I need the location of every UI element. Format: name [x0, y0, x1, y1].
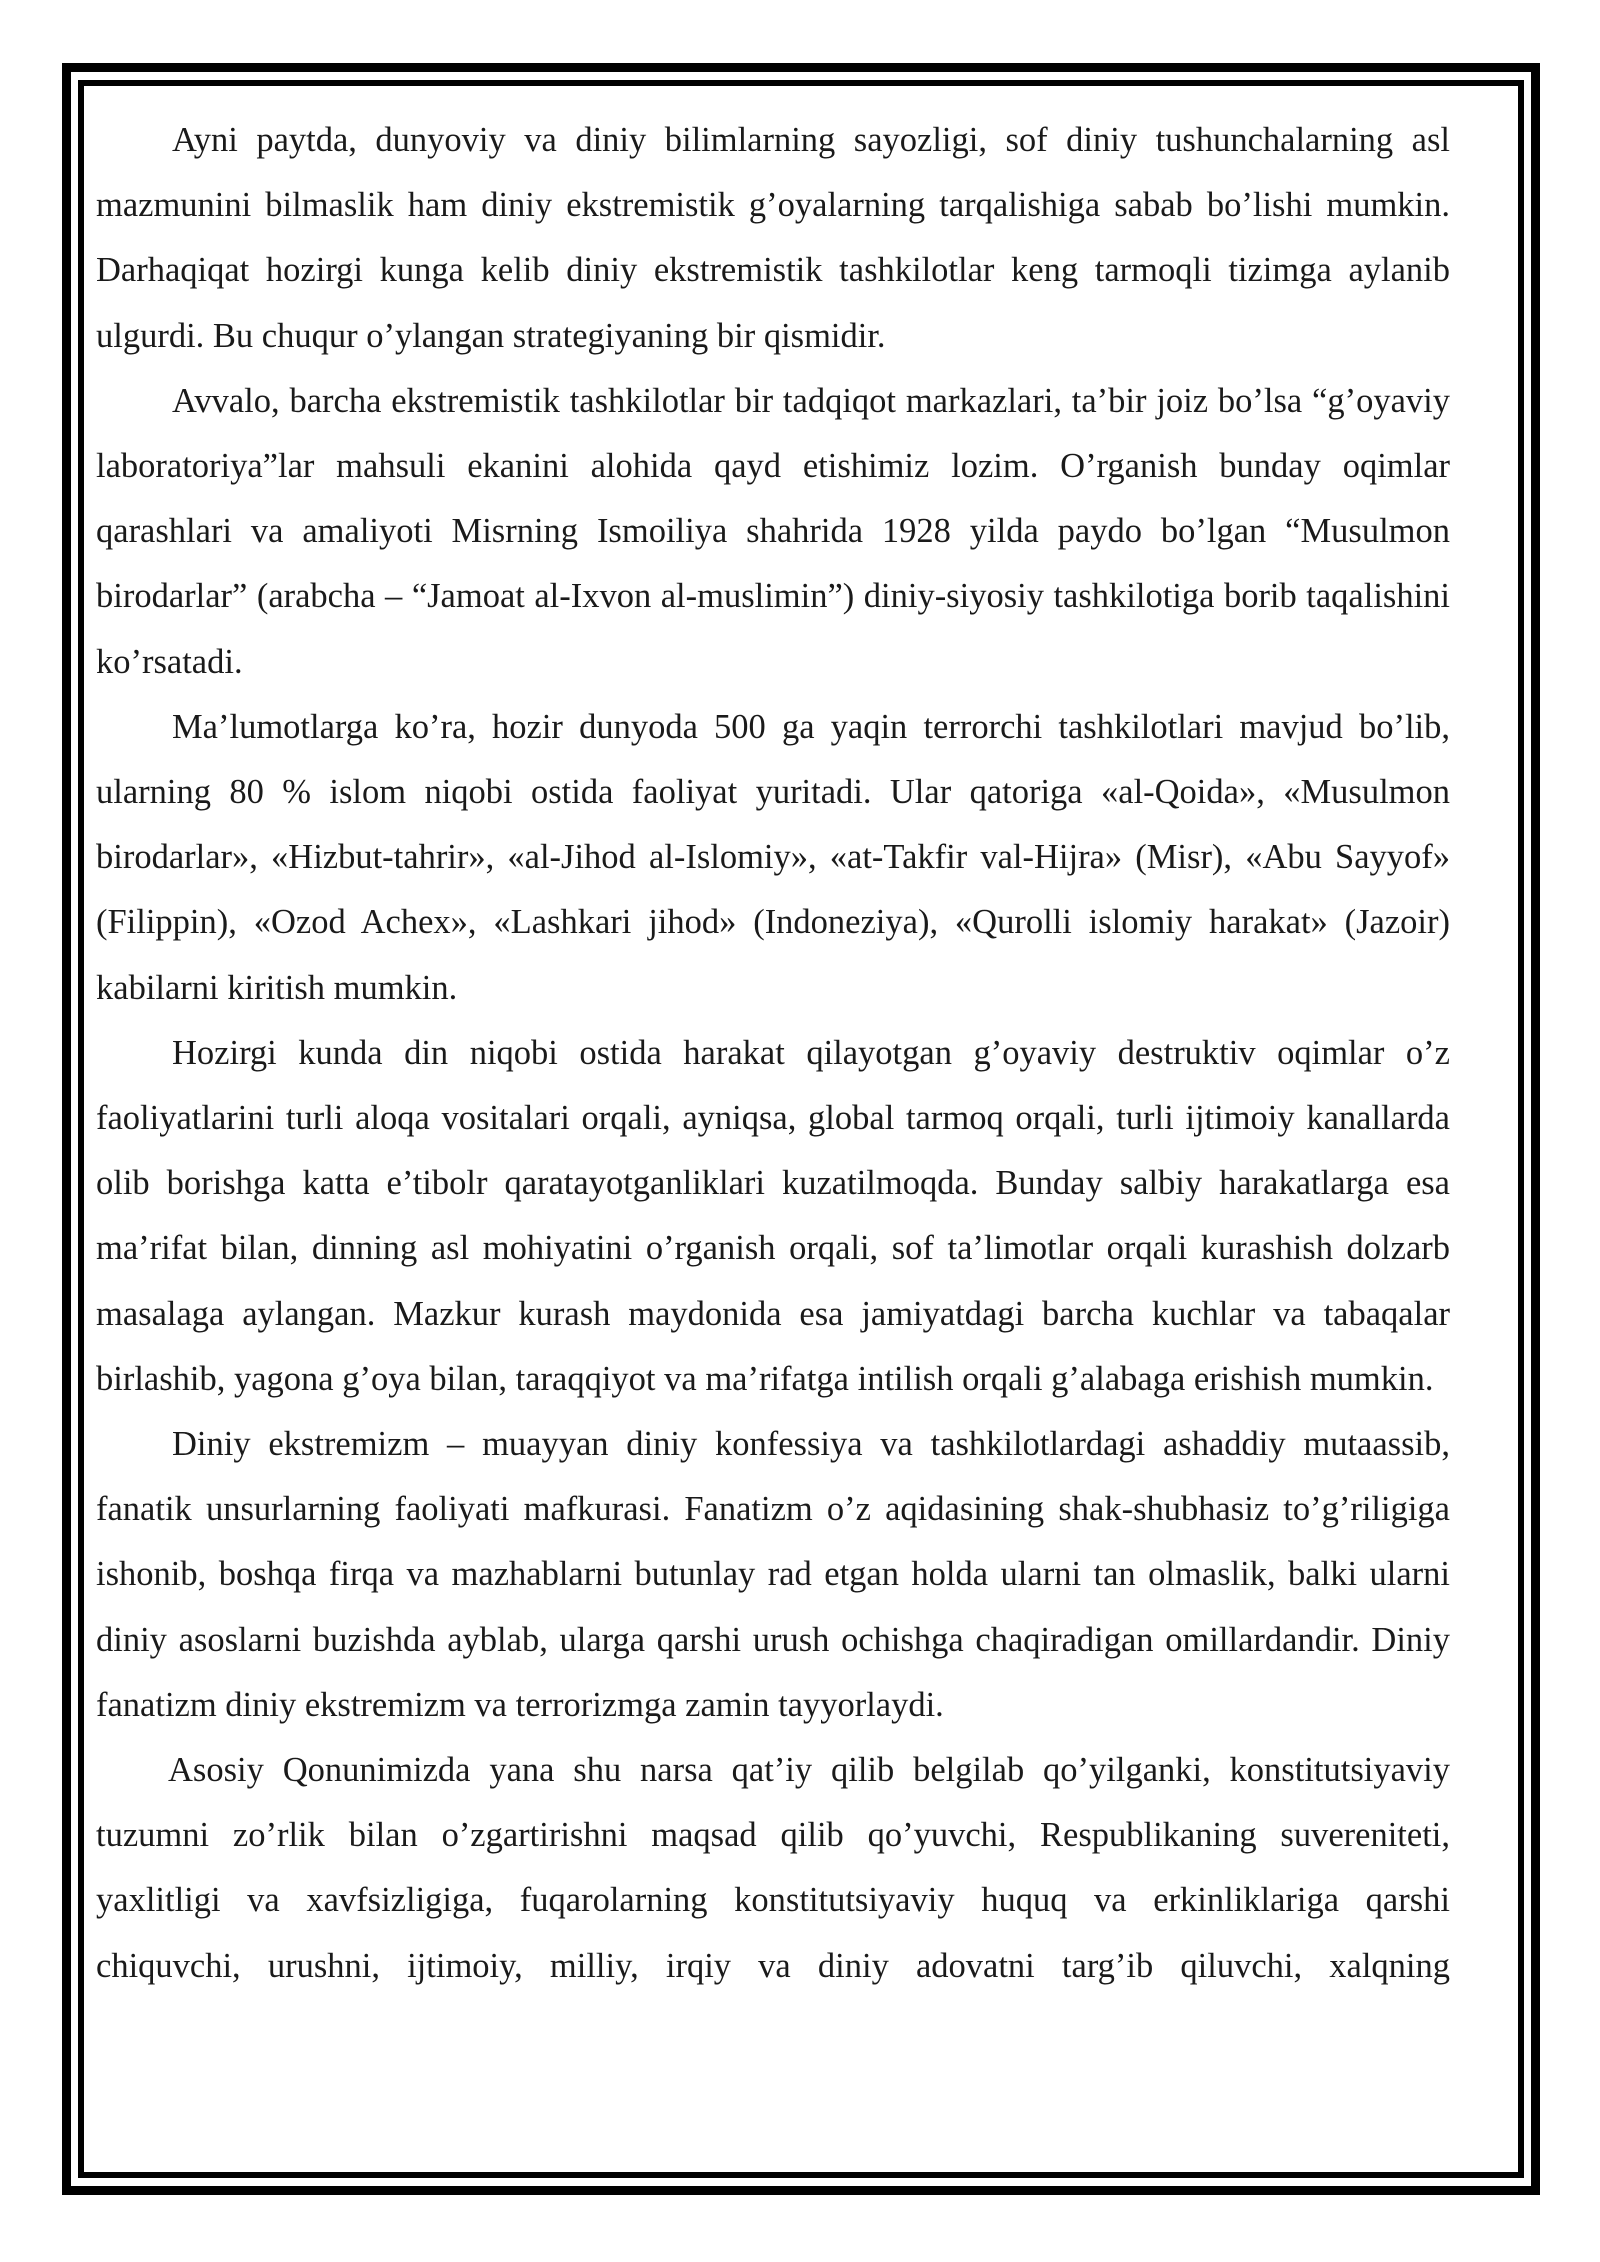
paragraph-5: Diniy ekstremizm – muayyan diniy konfessiya va tashkilotlardagi ashaddiy mutaassib, fanatik unsurlarning faoliyati mafkurasi. Fanatizm o’z aqidasining shak-shubhasiz to’g’riligiga ishonib, boshqa firqa va mazhablarni butunlay rad etgan holda ularni tan olmaslik, balki ularni diniy asoslarni buzishda ayblab, ularga qarshi urush ochishga chaqiradigan omillardandir. Diniy fanatizm diniy ekstremizm va terrorizmga zamin tayyorlaydi. [96, 1425, 1450, 1724]
paragraph-6: Asosiy Qonunimizda yana shu narsa qat’iy qilib belgilab qo’yilganki, konstitutsiyaviy tuzumni zo’rlik bilan o’zgartirishni maqsad qilib qo’yuvchi, Respublikaning suvereniteti, yaxlitligi va xavfsizligiga, fuqarolarning konstitutsiyaviy huquq va erkinliklariga qarshi chiquvchi, urushni, ijtimoiy, milliy, irqiy va diniy adovatni targ’ib qiluvchi, xalqning [96, 1751, 1450, 1985]
paragraph-2: Avvalo, barcha ekstremistik tashkilotlar bir tadqiqot markazlari, ta’bir joiz bo’lsa “g’oyaviy laboratoriya”lar mahsuli ekanini alohida qayd etishimiz lozim. O’rganish bunday oqimlar qarashlari va amaliyoti Misrning Ismoiliya shahrida 1928 yilda paydo bo’lgan “Musulmon birodarlar” (arabcha – “Jamoat al-Ixvon al-muslimin”) diniy-siyosiy tashkilotiga borib taqalishini ko’rsatadi. [96, 381, 1450, 681]
paragraph-1: Ayni paytda, dunyoviy va diniy bilimlarning sayozligi, sof diniy tushunchalarning asl mazmunini bilmaslik ham diniy ekstremistik g’oyalarning tarqalishiga sabab bo’lishi mumkin. Darhaqiqat hozirgi kunga kelib diniy ekstremistik tashkilotlar keng tarmoqli tizimga aylanib ulgurdi. Bu chuqur o’ylangan strategiyaning bir qismidir. [96, 121, 1450, 355]
paragraph-3: Ma’lumotlarga ko’ra, hozir dunyoda 500 ga yaqin terrorchi tashkilotlari mavjud bo’lib, ularning 80 % islom niqobi ostida faoliyat yuritadi. Ular qatoriga «al-Qoida», «Musulmon birodarlar», «Hizbut-tahrir», «al-Jihod al-Islomiy», «at-Takfir val-Hijra» (Misr), «Abu Sayyof» (Filippin), «Ozod Achex», «Lashkari jihod» (Indoneziya), «Qurolli islomiy harakat» (Jazoir) kabilarni kiritish mumkin. [96, 707, 1450, 1007]
paragraph-4: Hozirgi kunda din niqobi ostida harakat qilayotgan g’oyaviy destruktiv oqimlar o’z faoliyatlarini turli aloqa vositalari orqali, ayniqsa, global tarmoq orqali, turli ijtimoiy kanallarda olib borishga katta e’tibolr qaratayotganliklari kuzatilmoqda. Bunday salbiy harakatlarga esa ma’rifat bilan, dinning asl mohiyatini o’rganish orqali, sof ta’limotlar orqali kurashish dolzarb masalaga aylangan. Mazkur kurash maydonida esa jamiyatdagi barcha kuchlar va tabaqalar birlashib, yagona g’oya bilan, taraqqiyot va ma’rifatga intilish orqali g’alabaga erishish mumkin. [96, 1033, 1450, 1398]
document-body [96, 108, 1450, 1999]
